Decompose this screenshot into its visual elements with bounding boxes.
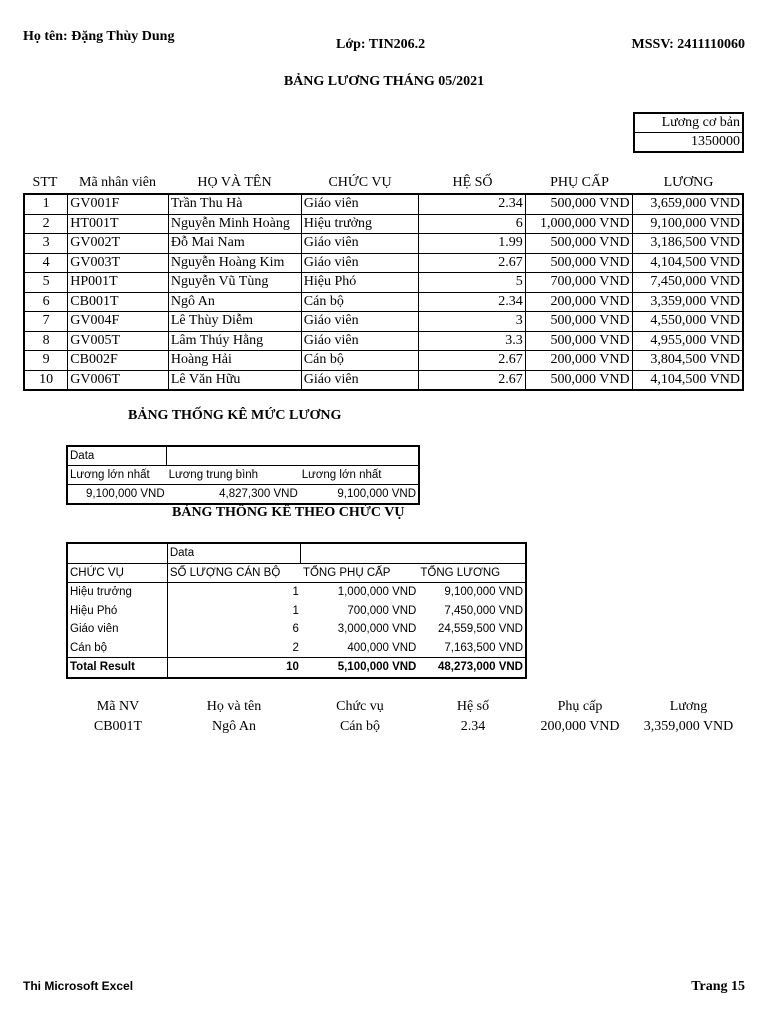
pivot2-cell-allowance[interactable]: 700,000 VND (347, 604, 417, 617)
pivot2-cell-position: Cán bộ (67, 639, 167, 658)
cell-full-name[interactable]: Lê Văn Hữu (168, 370, 301, 390)
student-name: Họ tên: Đặng Thùy Dung (23, 29, 175, 44)
cell-employee-id[interactable]: CB002F (68, 351, 169, 371)
cell-employee-id[interactable]: GV006T (68, 370, 169, 390)
lookup-header-allowance: Phụ cấp (557, 699, 603, 714)
pivot-header-max: Lương lớn nhất (70, 469, 150, 481)
cell-position[interactable]: Giáo viên (301, 331, 419, 351)
cell-salary[interactable]: 9,100,000 VND (632, 214, 743, 234)
pivot-header-avg: Lương trung bình (168, 469, 259, 481)
col-header-full-name: HỌ VÀ TÊN (197, 175, 272, 190)
cell-position[interactable]: Giáo viên (301, 370, 419, 390)
lookup-header-name: Họ và tên (206, 699, 262, 714)
cell-employee-id[interactable]: HT001T (68, 214, 169, 234)
lookup-header-id: Mã NV (96, 699, 140, 714)
cell-coefficient[interactable]: 3 (419, 312, 525, 332)
cell-stt[interactable]: 9 (24, 351, 68, 371)
cell-full-name[interactable]: Đỗ Mai Nam (168, 234, 301, 254)
cell-allowance[interactable]: 200,000 VND (525, 292, 632, 312)
pivot2-cell-salary[interactable]: 9,100,000 VND (444, 586, 523, 599)
pivot2-cell-count[interactable]: 2 (292, 641, 299, 654)
position-stats-title: BẢNG THỐNG KÊ THEO CHỨC VỤ (172, 505, 405, 520)
pivot2-cell-allowance[interactable]: 1,000,000 VND (337, 586, 417, 599)
cell-salary[interactable]: 3,186,500 VND (632, 234, 743, 254)
cell-coefficient[interactable]: 1.99 (419, 234, 525, 254)
cell-allowance[interactable]: 500,000 VND (525, 253, 632, 273)
salary-row (24, 194, 743, 214)
lookup-value-salary[interactable]: 3,359,000 VND (643, 719, 734, 734)
pivot2-header-count: SỐ LƯỢNG CÁN BỘ (169, 566, 281, 579)
student-id: MSSV: 2411110060 (631, 37, 745, 52)
cell-coefficient[interactable]: 2.67 (419, 253, 525, 273)
col-header-salary: LƯƠNG (663, 175, 714, 190)
salary-row (24, 351, 743, 371)
cell-salary[interactable]: 4,104,500 VND (632, 370, 743, 390)
cell-stt[interactable]: 3 (24, 234, 68, 254)
cell-position[interactable]: Giáo viên (301, 194, 419, 214)
lookup-value-id[interactable]: CB001T (93, 719, 143, 734)
lookup-value-coefficient[interactable]: 2.34 (460, 719, 486, 734)
cell-stt[interactable]: 4 (24, 253, 68, 273)
pivot2-cell-count[interactable]: 1 (292, 586, 299, 599)
pivot2-cell-position: Giáo viên (67, 620, 167, 639)
cell-salary[interactable]: 4,104,500 VND (632, 253, 743, 273)
cell-position[interactable]: Cán bộ (301, 292, 419, 312)
cell-salary[interactable]: 3,359,000 VND (632, 292, 743, 312)
pivot2-header-position: CHỨC VỤ (67, 563, 167, 583)
cell-coefficient[interactable]: 2.34 (419, 194, 525, 214)
pivot-position-stats (66, 542, 527, 679)
base-salary-label: Lương cơ bản (634, 113, 743, 133)
cell-allowance[interactable]: 500,000 VND (525, 194, 632, 214)
cell-position[interactable]: Hiệu trưởng (301, 214, 419, 234)
cell-full-name[interactable]: Lâm Thúy Hằng (168, 331, 301, 351)
col-header-allowance: PHỤ CẤP (550, 175, 609, 190)
cell-stt[interactable]: 6 (24, 292, 68, 312)
cell-allowance[interactable]: 500,000 VND (525, 234, 632, 254)
pivot2-total-count[interactable]: 10 (286, 661, 299, 674)
pivot2-header-allowance: TỔNG PHỤ CẤP (302, 566, 391, 579)
col-header-employee-id: Mã nhân viên (79, 175, 156, 190)
cell-allowance[interactable]: 500,000 VND (525, 331, 632, 351)
cell-employee-id[interactable]: CB001T (68, 292, 169, 312)
pivot2-cell-position: Hiệu Phó (67, 602, 167, 621)
pivot2-cell-salary[interactable]: 24,559,500 VND (437, 623, 523, 636)
salary-row (24, 312, 743, 332)
pivot2-header-salary: TỔNG LƯƠNG (420, 566, 501, 579)
stats-title: BẢNG THỐNG KÊ MỨC LƯƠNG (128, 408, 342, 423)
cell-coefficient[interactable]: 6 (419, 214, 525, 234)
lookup-header-position: Chức vụ (336, 699, 384, 714)
salary-table-header (23, 174, 744, 192)
cell-employee-id[interactable]: HP001T (68, 273, 169, 293)
cell-coefficient[interactable]: 5 (419, 273, 525, 293)
base-salary-value[interactable]: 1350000 (634, 133, 743, 153)
salary-row (24, 292, 743, 312)
cell-full-name[interactable]: Nguyễn Hoàng Kim (168, 253, 301, 273)
cell-salary[interactable]: 3,659,000 VND (632, 194, 743, 214)
salary-row (24, 234, 743, 254)
salary-row (24, 273, 743, 293)
cell-coefficient[interactable]: 2.67 (419, 351, 525, 371)
cell-stt[interactable]: 1 (24, 194, 68, 214)
lookup-header-coefficient: Hệ số (456, 699, 490, 714)
pivot2-row (67, 602, 526, 621)
col-header-stt: STT (32, 175, 58, 190)
cell-position[interactable]: Giáo viên (301, 253, 419, 273)
cell-salary[interactable]: 7,450,000 VND (632, 273, 743, 293)
footer-page-number: Trang 15 (691, 979, 745, 994)
cell-full-name[interactable]: Nguyễn Vũ Tùng (168, 273, 301, 293)
cell-allowance[interactable]: 700,000 VND (525, 273, 632, 293)
pivot2-cell-allowance[interactable]: 400,000 VND (347, 641, 417, 654)
salary-row (24, 370, 743, 390)
salary-row (24, 253, 743, 273)
base-salary-box (633, 112, 744, 153)
cell-full-name[interactable]: Trần Thu Hà (168, 194, 301, 214)
pivot2-data-label: Data (167, 543, 301, 563)
lookup-value-allowance[interactable]: 200,000 VND (540, 719, 620, 734)
pivot2-cell-allowance[interactable]: 3,000,000 VND (337, 623, 417, 636)
col-header-coefficient: HỆ SỐ (452, 175, 493, 190)
pivot2-cell-count[interactable]: 1 (292, 604, 299, 617)
cell-employee-id[interactable]: GV001F (68, 194, 169, 214)
pivot2-cell-position: Hiệu trưởng (67, 583, 167, 602)
salary-row (24, 331, 743, 351)
page-title: BẢNG LƯƠNG THÁNG 05/2021 (283, 74, 485, 89)
pivot-header-max-2: Lương lớn nhất (301, 469, 382, 481)
pivot2-cell-salary[interactable]: 7,163,500 VND (444, 641, 523, 654)
pivot-data-label: Data (67, 446, 167, 466)
cell-employee-id[interactable]: GV002T (68, 234, 169, 254)
pivot2-total-salary[interactable]: 48,273,000 VND (437, 661, 523, 674)
cell-coefficient[interactable]: 2.67 (419, 370, 525, 390)
cell-employee-id[interactable]: GV005T (68, 331, 169, 351)
cell-allowance[interactable]: 500,000 VND (525, 370, 632, 390)
cell-position[interactable]: Giáo viên (301, 234, 419, 254)
cell-stt[interactable]: 5 (24, 273, 68, 293)
pivot-salary-stats (66, 445, 420, 505)
cell-salary[interactable]: 4,550,000 VND (632, 312, 743, 332)
footer-left: Thi Microsoft Excel (23, 979, 134, 993)
cell-allowance[interactable]: 500,000 VND (525, 312, 632, 332)
cell-full-name[interactable]: Nguyễn Minh Hoàng (168, 214, 301, 234)
cell-full-name[interactable]: Lê Thùy Diễm (168, 312, 301, 332)
cell-salary[interactable]: 4,955,000 VND (632, 331, 743, 351)
cell-allowance[interactable]: 1,000,000 VND (525, 214, 632, 234)
pivot-value-max-2[interactable]: 9,100,000 VND (337, 488, 416, 500)
cell-stt[interactable]: 8 (24, 331, 68, 351)
pivot-value-avg[interactable]: 4,827,300 VND (219, 488, 298, 500)
cell-position[interactable]: Cán bộ (301, 351, 419, 371)
cell-stt[interactable]: 2 (24, 214, 68, 234)
salary-table (23, 193, 744, 391)
pivot2-total-allowance[interactable]: 5,100,000 VND (337, 661, 417, 674)
cell-coefficient[interactable]: 3.3 (419, 331, 525, 351)
pivot2-row (67, 620, 526, 639)
cell-allowance[interactable]: 200,000 VND (525, 351, 632, 371)
col-header-position: CHỨC VỤ (328, 175, 392, 190)
cell-stt[interactable]: 10 (24, 370, 68, 390)
cell-coefficient[interactable]: 2.34 (419, 292, 525, 312)
pivot2-row (67, 583, 526, 602)
class-label: Lớp: TIN206.2 (336, 37, 426, 52)
pivot2-cell-salary[interactable]: 7,450,000 VND (444, 604, 523, 617)
cell-position[interactable]: Giáo viên (301, 312, 419, 332)
lookup-value-position[interactable]: Cán bộ (339, 719, 381, 734)
cell-employee-id[interactable]: GV003T (68, 253, 169, 273)
lookup-header-salary: Lương (669, 699, 708, 714)
cell-full-name[interactable]: Hoàng Hải (168, 351, 301, 371)
pivot2-row (67, 639, 526, 658)
pivot2-total-label: Total Result (67, 658, 167, 678)
cell-employee-id[interactable]: GV004F (68, 312, 169, 332)
cell-salary[interactable]: 3,804,500 VND (632, 351, 743, 371)
cell-position[interactable]: Hiệu Phó (301, 273, 419, 293)
salary-row (24, 214, 743, 234)
cell-full-name[interactable]: Ngô An (168, 292, 301, 312)
cell-stt[interactable]: 7 (24, 312, 68, 332)
lookup-value-name[interactable]: Ngô An (212, 719, 256, 734)
pivot-value-max[interactable]: 9,100,000 VND (86, 488, 165, 500)
pivot2-cell-count[interactable]: 6 (292, 623, 299, 636)
